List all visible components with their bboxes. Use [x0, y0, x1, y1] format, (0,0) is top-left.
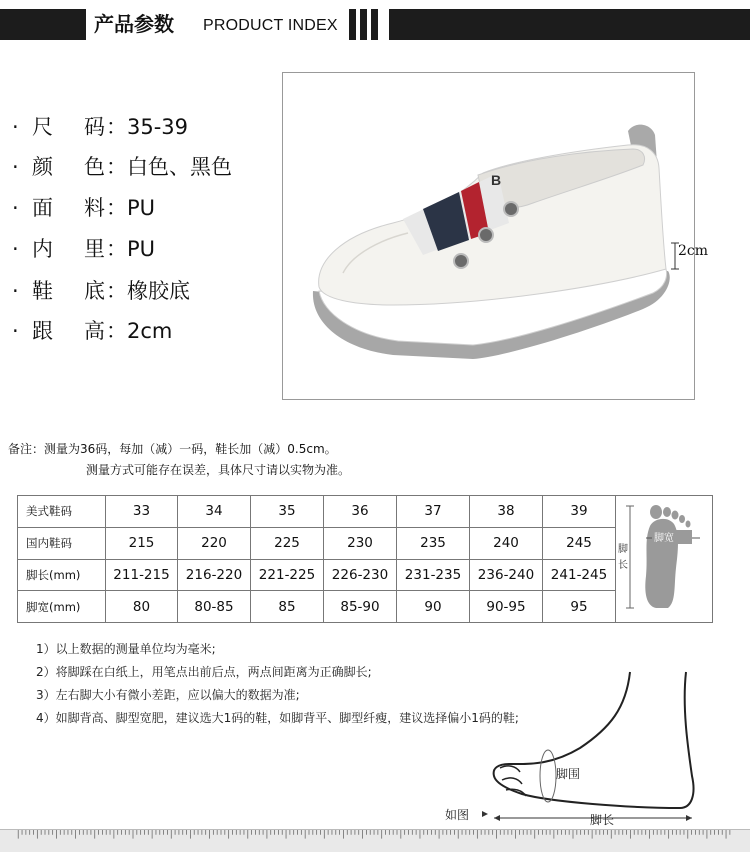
table-cell: 39: [543, 496, 616, 528]
table-cell: 37: [397, 496, 470, 528]
spec-value: 2cm: [127, 319, 173, 343]
section-title: 产品参数: [94, 12, 174, 36]
table-row: [18, 527, 713, 559]
spec-key-char: 尺: [32, 115, 53, 139]
table-cell: 241-245: [543, 559, 616, 591]
table-cell: 80-85: [178, 591, 251, 623]
spec-key-char: 码: [84, 115, 105, 139]
table-row: [18, 591, 713, 623]
foot-side-diagram: [430, 668, 730, 828]
foot-diagram-cell: [616, 496, 713, 623]
foot-outline: [494, 672, 694, 808]
spec-size: [12, 112, 188, 142]
table-cell: 80: [106, 591, 178, 623]
spec-colon: ：: [106, 279, 127, 303]
table-cell: 231-235: [397, 559, 470, 591]
measure-note-1: 1）以上数据的测量单位均为毫米;: [36, 642, 216, 656]
table-cell: 240: [470, 527, 543, 559]
measure-note-3: 3）左右脚大小有微小差距，应以偏大的数据为准;: [36, 688, 300, 702]
bullet: ·: [12, 279, 19, 303]
spec-key-char: 颜: [32, 155, 53, 179]
table-cell: 236-240: [470, 559, 543, 591]
shoe-illustration: [283, 73, 695, 400]
banner-right-bar: [389, 9, 750, 40]
spec-value: PU: [127, 196, 156, 220]
table-cell: 230: [324, 527, 397, 559]
spec-value: 橡胶底: [127, 279, 190, 303]
spec-key-char: 面: [32, 196, 53, 220]
note-line-1: 备注：测量为36码，每加（减）一码，鞋长加（减）0.5cm。: [8, 442, 337, 456]
as-shown-label: 如图: [445, 808, 470, 822]
table-cell: 225: [251, 527, 324, 559]
section-title-en: PRODUCT INDEX: [203, 17, 338, 34]
table-cell: 85: [251, 591, 324, 623]
table-cell: 85-90: [324, 591, 397, 623]
spec-key-char: 色: [84, 155, 105, 179]
table-cell: 95: [543, 591, 616, 623]
band-logo-letter: B: [491, 172, 502, 188]
spec-key-char: 料: [84, 196, 105, 220]
foot-sole-diagram: [616, 496, 712, 618]
table-cell: 211-215: [106, 559, 178, 591]
girth-label: 脚围: [556, 767, 581, 781]
spec-upper-material: [12, 193, 155, 223]
spec-value: PU: [127, 237, 156, 261]
spec-sole: [12, 276, 190, 306]
eyelet: [479, 228, 493, 242]
table-cell: 36: [324, 496, 397, 528]
table-row: [18, 559, 713, 591]
row-header: 脚长(mm): [18, 559, 106, 591]
table-cell: 35: [251, 496, 324, 528]
spec-color: [12, 152, 232, 182]
row-header: 国内鞋码: [18, 527, 106, 559]
table-cell: 235: [397, 527, 470, 559]
spec-colon: ：: [106, 319, 127, 343]
foot-length-char-2: 长: [618, 560, 628, 571]
table-cell: 221-225: [251, 559, 324, 591]
bullet: ·: [12, 115, 19, 139]
bullet: ·: [12, 155, 19, 179]
table-cell: 220: [178, 527, 251, 559]
spec-value: 白色、黑色: [127, 155, 232, 179]
table-cell: 38: [470, 496, 543, 528]
spec-key-char: 内: [32, 237, 53, 261]
spec-colon: ：: [106, 237, 127, 261]
row-header: 脚宽(mm): [18, 591, 106, 623]
foot-length-char-1: 脚: [618, 544, 628, 555]
ruler-strip: [0, 829, 750, 852]
girth-ellipse: [540, 750, 556, 802]
banner-left-bar: [0, 9, 86, 40]
table-cell: 226-230: [324, 559, 397, 591]
spec-lining: [12, 234, 155, 264]
spec-key-char: 跟: [32, 319, 53, 343]
spec-key-char: 里: [84, 237, 105, 261]
spec-key-char: 底: [84, 279, 105, 303]
eyelet: [504, 202, 518, 216]
table-cell: 245: [543, 527, 616, 559]
table-cell: 90-95: [470, 591, 543, 623]
heel-height-label: 2cm: [678, 243, 709, 259]
row-header: 美式鞋码: [18, 496, 106, 528]
spec-colon: ：: [106, 155, 127, 179]
spec-heel-height: [12, 316, 172, 346]
note-line-2: 测量方式可能存在误差，具体尺寸请以实物为准。: [86, 463, 351, 477]
spec-key-char: 鞋: [32, 279, 53, 303]
table-row: [18, 496, 713, 528]
length-label: 脚长: [590, 813, 615, 827]
banner-stripes: [349, 9, 381, 40]
spec-colon: ：: [106, 196, 127, 220]
table-cell: 90: [397, 591, 470, 623]
product-image-frame: [282, 72, 695, 400]
measure-note-2: 2）将脚踩在白纸上，用笔点出前后点，两点间距离为正确脚长;: [36, 665, 372, 679]
foot-width-label: 脚宽: [654, 533, 674, 544]
measure-note-4: 4）如脚背高、脚型宽肥，建议选大1码的鞋，如脚背平、脚型纤瘦，建议选择偏小1码的鞋;: [36, 711, 519, 725]
size-table: [17, 495, 713, 623]
table-cell: 215: [106, 527, 178, 559]
table-cell: 216-220: [178, 559, 251, 591]
table-cell: 33: [106, 496, 178, 528]
spec-key-char: 高: [84, 319, 105, 343]
as-shown-arrow: [482, 811, 488, 817]
spec-colon: ：: [106, 115, 127, 139]
table-cell: 34: [178, 496, 251, 528]
bullet: ·: [12, 237, 19, 261]
spec-value: 35-39: [127, 115, 189, 139]
bullet: ·: [12, 319, 19, 343]
eyelet: [454, 254, 468, 268]
bullet: ·: [12, 196, 19, 220]
